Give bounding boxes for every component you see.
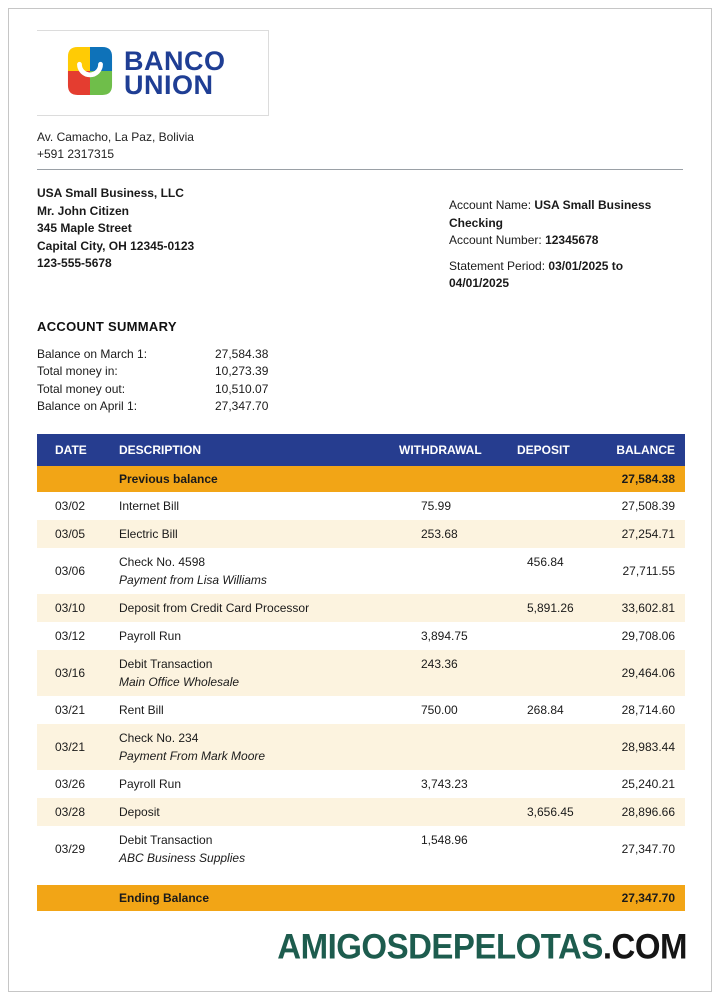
cell-description: Deposit [119, 798, 399, 826]
summary-value: 27,584.38 [215, 346, 269, 361]
cell-withdrawal [399, 798, 517, 826]
account-summary-title: ACCOUNT SUMMARY [37, 318, 177, 334]
header-divider [37, 169, 683, 170]
cell-deposit [517, 724, 605, 770]
cell-withdrawal: 750.00 [421, 702, 458, 717]
cell-withdrawal: 3,743.23 [421, 776, 468, 791]
summary-label: Balance on March 1: [37, 346, 148, 361]
account-number-row [449, 232, 683, 250]
cell-balance: 28,714.60 [621, 702, 675, 717]
cell-withdrawal: 243.36 [399, 650, 517, 696]
table-row [37, 696, 685, 724]
ending-balance-label: Ending Balance [119, 885, 399, 911]
cell-deposit [517, 520, 605, 548]
cell-deposit [517, 826, 605, 872]
table-row [37, 724, 685, 770]
cell-description: Payroll Run [119, 776, 182, 791]
cell-balance: 29,708.06 [621, 628, 675, 643]
cell-deposit: 456.84 [527, 554, 564, 569]
summary-row [37, 346, 683, 364]
bank-address-line: Av. Camacho, La Paz, Bolivia [37, 130, 194, 144]
cell-description: Electric Bill [119, 520, 399, 548]
table-row [37, 520, 685, 548]
cell-deposit [517, 622, 605, 650]
cell-deposit [517, 492, 605, 520]
cell-balance: 27,508.39 [621, 498, 675, 513]
cell-date: 03/05 [37, 520, 119, 548]
bank-name-line2: UNION [124, 70, 214, 100]
cell-description: Rent Bill [119, 702, 164, 717]
table-row [37, 548, 685, 594]
cell-date: 03/21 [37, 724, 119, 770]
bank-statement-page [8, 8, 712, 992]
table-row [37, 826, 685, 872]
summary-value: 10,273.39 [215, 364, 269, 378]
customer-name: USA Small Business, LLC [37, 186, 184, 200]
bank-contact [37, 129, 194, 163]
cell-withdrawal: 75.99 [421, 498, 452, 513]
description-main: Check No. 234 [119, 730, 199, 745]
account-summary-section [37, 319, 683, 416]
parties-section [37, 185, 683, 293]
cell-balance: 33,602.81 [605, 594, 685, 622]
description-sub: Payment from Lisa Williams [119, 572, 267, 587]
cell-deposit: 268.84 [527, 702, 564, 717]
table-header-row [37, 434, 685, 466]
cell-withdrawal: 253.68 [399, 520, 517, 548]
bank-logo [37, 30, 269, 116]
cell-date: 03/26 [55, 776, 86, 791]
table-row [37, 650, 685, 696]
cell-balance: 28,983.44 [605, 724, 685, 770]
table-row [37, 622, 685, 650]
header-date: DATE [37, 434, 119, 466]
summary-value: 10,510.07 [215, 381, 269, 396]
bank-phone: +591 2317315 [37, 147, 115, 161]
account-number-label: Account Number: [449, 233, 542, 247]
cell-deposit: 3,656.45 [517, 798, 605, 826]
table-row [37, 770, 685, 798]
cell-description: Internet Bill [119, 498, 180, 513]
header-description: DESCRIPTION [119, 434, 399, 466]
account-name-row [449, 197, 683, 232]
cell-date: 03/29 [55, 841, 86, 856]
account-number-value: 12345678 [545, 233, 599, 247]
customer-city: Capital City, OH 12345-0123 [37, 238, 195, 253]
description-main: Check No. 4598 [119, 554, 206, 569]
cell-deposit: 5,891.26 [517, 594, 605, 622]
statement-header [37, 9, 683, 169]
description-main: Debit Transaction [119, 656, 213, 671]
account-name-label: Account Name: [449, 198, 532, 212]
customer-contact-name: Mr. John Citizen [37, 203, 130, 218]
previous-balance-value: 27,584.38 [605, 466, 685, 492]
site-watermark [277, 926, 687, 967]
customer-address-block [37, 185, 194, 293]
transactions-table [37, 434, 685, 911]
cell-balance: 27,254.71 [605, 520, 685, 548]
statement-period-row [449, 258, 683, 293]
cell-description [119, 826, 399, 872]
cell-withdrawal [399, 594, 517, 622]
cell-withdrawal [399, 548, 517, 594]
account-info-block [449, 185, 683, 293]
cell-balance: 25,240.21 [621, 776, 675, 791]
table-row [37, 594, 685, 622]
summary-row [37, 381, 683, 399]
summary-label: Balance on April 1: [37, 399, 138, 413]
statement-period-value: 03/01/2025 to 04/01/2025 [449, 258, 624, 290]
customer-street: 345 Maple Street [37, 221, 132, 235]
cell-date: 03/28 [37, 798, 119, 826]
cell-description: Deposit from Credit Card Processor [119, 594, 399, 622]
cell-date: 03/10 [37, 594, 119, 622]
summary-label: Total money out: [37, 381, 126, 396]
bank-name [124, 46, 226, 100]
description-main: Debit Transaction [119, 832, 213, 847]
previous-balance-row [37, 466, 685, 492]
cell-description [119, 548, 399, 594]
account-name-value: USA Small Business Checking [449, 198, 652, 230]
ending-balance-row [37, 885, 685, 911]
cell-balance: 29,464.06 [605, 650, 685, 696]
cell-deposit [517, 650, 605, 696]
header-withdrawal: WITHDRAWAL [399, 434, 517, 466]
header-balance: BALANCE [605, 434, 685, 466]
cell-description [119, 650, 399, 696]
site-tld: .COM [602, 925, 687, 966]
customer-phone: 123-555-5678 [37, 256, 112, 270]
header-deposit: DEPOSIT [517, 434, 605, 466]
table-spacer-row [37, 872, 685, 885]
description-sub: Main Office Wholesale [119, 674, 240, 689]
cell-balance: 28,896.66 [605, 798, 685, 826]
description-sub: ABC Business Supplies [119, 850, 246, 865]
site-name: AMIGOSDEPELOTAS [277, 925, 603, 966]
description-sub: Payment From Mark Moore [119, 748, 266, 763]
cell-deposit [517, 770, 605, 798]
summary-row [37, 363, 683, 381]
cell-withdrawal [399, 724, 517, 770]
table-row [37, 492, 685, 520]
statement-period-label: Statement Period: [449, 258, 546, 273]
summary-value: 27,347.70 [215, 399, 269, 413]
summary-row [37, 398, 683, 416]
cell-date: 03/12 [55, 628, 86, 643]
cell-date: 03/21 [55, 702, 86, 717]
bank-name-line1: BANCO [124, 46, 226, 76]
cell-withdrawal: 1,548.96 [421, 832, 468, 847]
banco-union-logo-icon [67, 46, 113, 101]
cell-date: 03/02 [55, 498, 86, 513]
cell-balance: 27,711.55 [622, 563, 675, 578]
summary-label: Total money in: [37, 364, 118, 378]
cell-description: Payroll Run [119, 628, 182, 643]
cell-description [119, 724, 399, 770]
ending-balance-value: 27,347.70 [605, 885, 685, 911]
cell-date: 03/16 [37, 650, 119, 696]
previous-balance-label: Previous balance [119, 466, 399, 492]
cell-date: 03/06 [55, 563, 86, 578]
cell-withdrawal: 3,894.75 [421, 628, 468, 643]
table-row [37, 798, 685, 826]
cell-balance: 27,347.70 [621, 841, 675, 856]
